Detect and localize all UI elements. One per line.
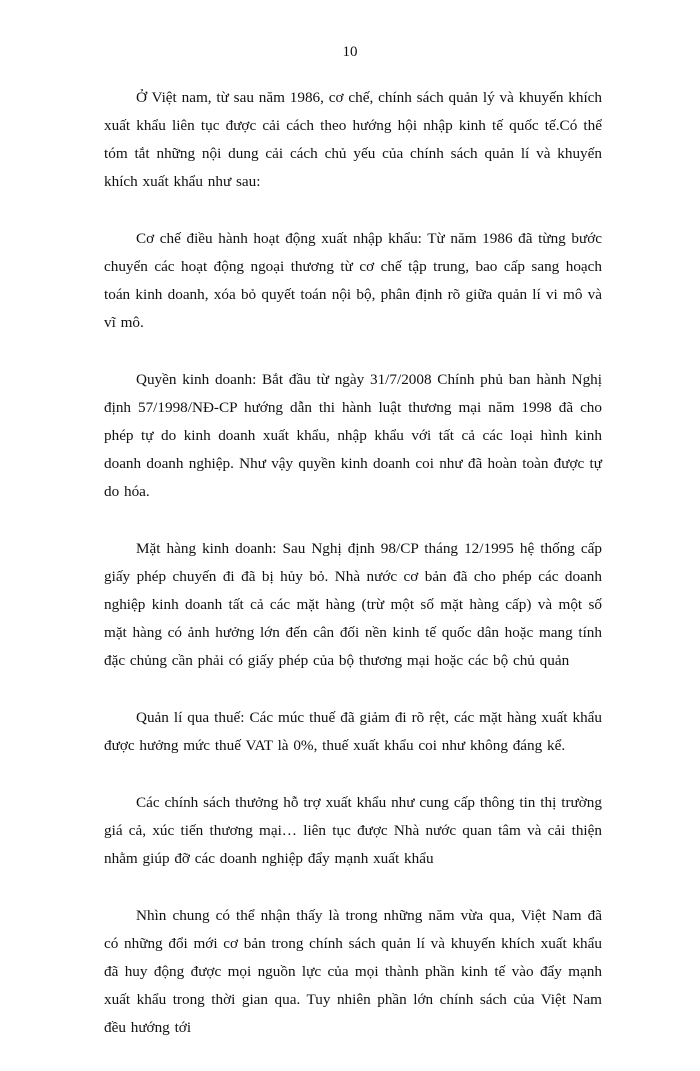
- document-body: [104, 84, 602, 1071]
- paragraph-summary: Nhìn chung có thể nhận thấy là trong những năm vừa qua, Việt Nam đã có những đổi mới cơ bản trong chính sách quản lí và khuyến khích xuất khẩu đã huy động được mọi nguồn lực của mọi thành phần kinh tế vào đẩy mạnh xuất khẩu trong thời gian qua. Tuy nhiên phần lớn chính sách của Việt Nam đều hướng tới: [104, 907, 602, 1036]
- paragraph-business-goods: Mặt hàng kinh doanh: Sau Nghị định 98/CP tháng 12/1995 hệ thống cấp giấy phép chuyến đi đã bị hủy bỏ. Nhà nước cơ bản đã cho phép các doanh nghiệp kinh doanh tất cả các mặt hàng (trừ một số mặt hàng cấp) và một số mặt hàng có ảnh hưởng lớn đến cân đối nền kinh tế quốc dân hoặc mang tính đặc chủng cần phải có giấy phép của bộ thương mại hoặc các bộ chủ quản: [104, 540, 602, 669]
- paragraph-intro: Ở Việt nam, từ sau năm 1986, cơ chế, chính sách quản lý và khuyến khích xuất khẩu liên tục được cải cách theo hướng hội nhập kinh tế quốc tế.Có thể tóm tắt những nội dung cải cách chủ yếu của chính sách quản lí và khuyến khích xuất khẩu như sau:: [104, 89, 602, 190]
- page-number: 10: [342, 44, 358, 60]
- paragraph-business-rights: Quyền kinh doanh: Bắt đầu từ ngày 31/7/2008 Chính phủ ban hành Nghị định 57/1998/NĐ-CP hướng dẫn thi hành luật thương mại năm 1998 đã cho phép tự do kinh doanh xuất khẩu, nhập khẩu với tất cả các loại hình kinh doanh doanh nghiệp. Như vậy quyền kinh doanh coi như đã hoàn toàn được tự do hóa.: [104, 371, 602, 500]
- paragraph-tax-management: Quản lí qua thuế: Các múc thuế đã giảm đi rõ rệt, các mặt hàng xuất khẩu được hưởng mức thuế VAT là 0%, thuế xuất khẩu coi như không đáng kể.: [104, 709, 602, 754]
- paragraph-export-support: Các chính sách thưởng hỗ trợ xuất khẩu như cung cấp thông tin thị trường giá cả, xúc tiến thương mại… liên tục được Nhà nước quan tâm và cải thiện nhằm giúp đỡ các doanh nghiệp đẩy mạnh xuất khẩu: [104, 794, 602, 867]
- paragraph-import-export-mechanism: Cơ chế điều hành hoạt động xuất nhập khẩu: Từ năm 1986 đã từng bước chuyển các hoạt động ngoại thương từ cơ chế tập trung, bao cấp sang hoạch toán kinh doanh, xóa bỏ quyết toán nội bộ, phân định rõ giữa quản lí vi mô và vĩ mô.: [104, 230, 602, 331]
